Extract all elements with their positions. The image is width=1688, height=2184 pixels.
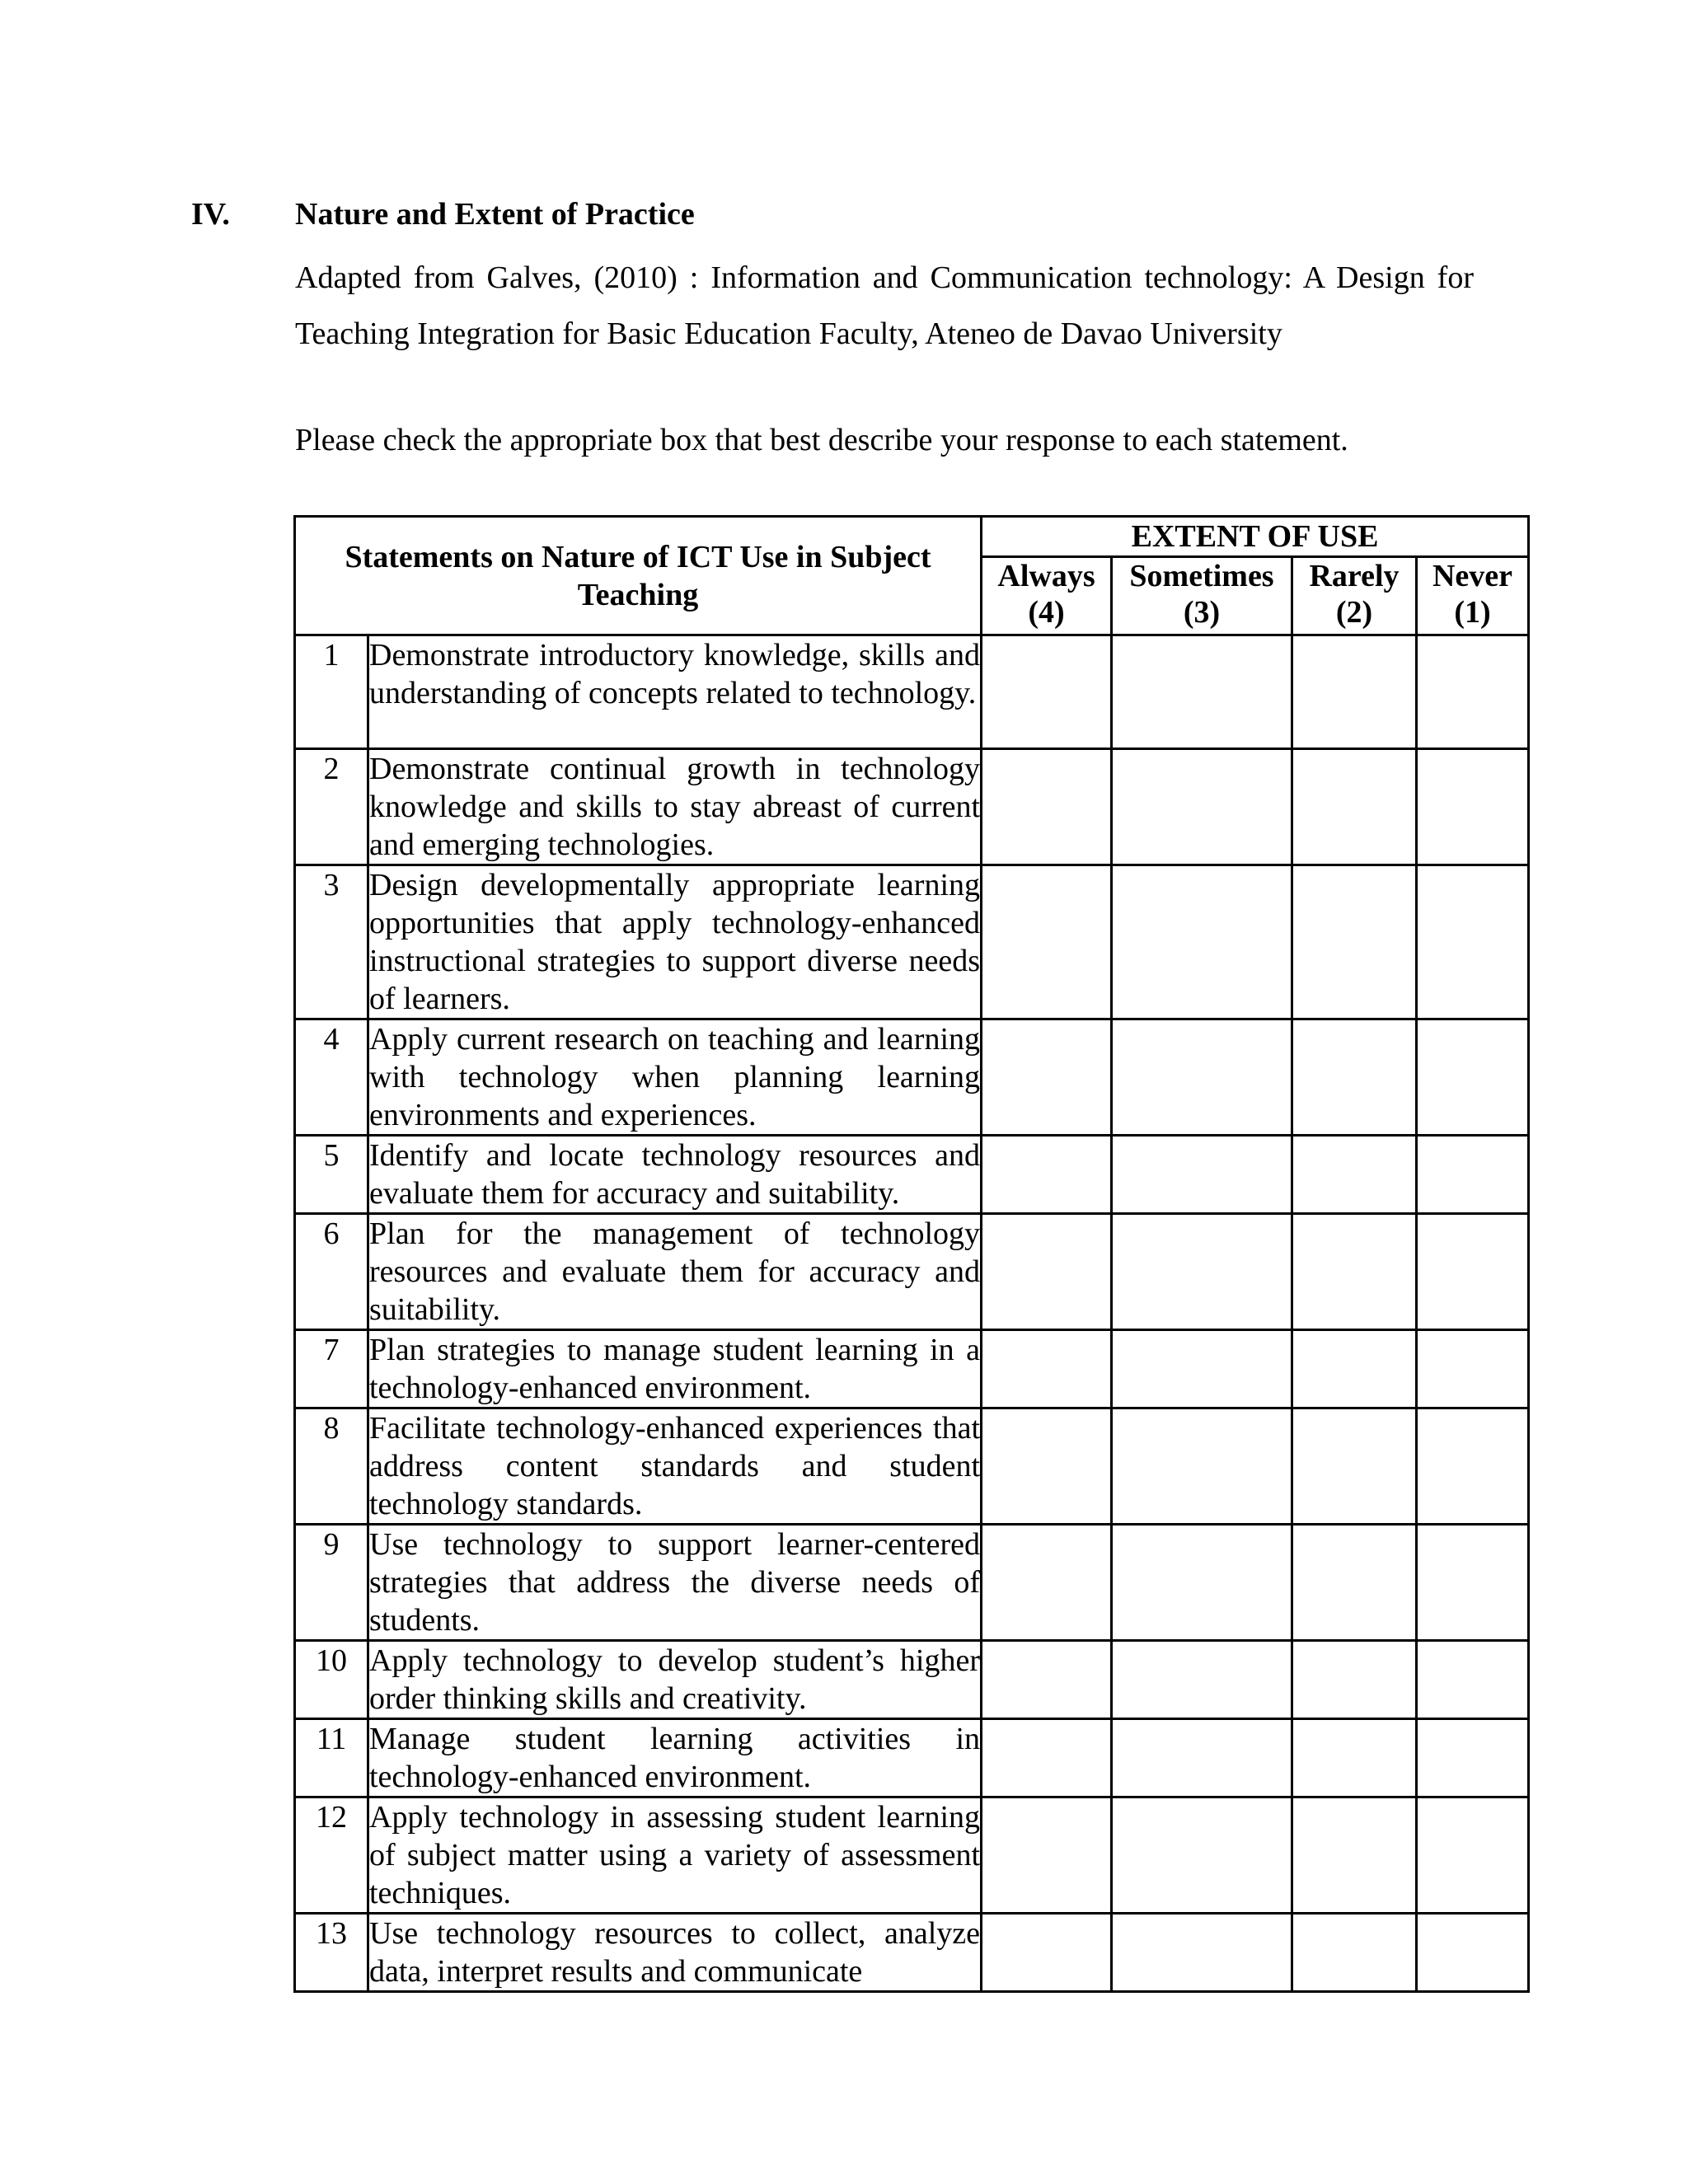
source-citation: Adapted from Galves, (2010) : Information and Communication technology: A Design for Teaching Integration for Basic Education Faculty, Ateneo de Davao University [295,260,1474,351]
scale-value: (2) [1335,595,1373,630]
row-number: 3 [295,865,368,1019]
checkbox-always[interactable] [982,635,1112,749]
checkbox-always[interactable] [982,1525,1112,1641]
scale-label: Sometimes [1129,559,1274,593]
statement-text: Identify and locate technology resources and evaluate them for accuracy and suitability. [368,1136,982,1214]
header-row [295,517,1529,557]
scale-header-sometimes [1112,557,1292,635]
table-row [295,865,1529,1019]
table-row [295,1330,1529,1408]
statement-text: Demonstrate continual growth in technology knowledge and skills to stay abreast of current and emerging technologies. [368,749,982,865]
table-row [295,1019,1529,1136]
instruction-text: Please check the appropriate box that best describe your response to each statement. [295,423,1348,457]
table-row [295,1797,1529,1914]
row-number: 6 [295,1214,368,1330]
checkbox-always[interactable] [982,1641,1112,1719]
checkbox-sometimes[interactable] [1112,1797,1292,1914]
checkbox-never[interactable] [1417,1136,1529,1214]
statement-text: Apply technology to develop student’s higher order thinking skills and creativity. [368,1641,982,1719]
scale-value: (1) [1454,595,1491,630]
checkbox-never[interactable] [1417,1525,1529,1641]
checkbox-always[interactable] [982,749,1112,865]
row-number: 11 [295,1719,368,1797]
checkbox-rarely[interactable] [1292,1914,1417,1992]
checkbox-rarely[interactable] [1292,1797,1417,1914]
row-number: 4 [295,1019,368,1136]
checkbox-sometimes[interactable] [1112,1330,1292,1408]
statement-text: Plan for the management of technology resources and evaluate them for accuracy and suitability. [368,1214,982,1330]
checkbox-never[interactable] [1417,1330,1529,1408]
checkbox-rarely[interactable] [1292,1330,1417,1408]
row-number: 8 [295,1408,368,1525]
extent-of-use-header: EXTENT OF USE [982,517,1529,557]
checkbox-rarely[interactable] [1292,1019,1417,1136]
checkbox-sometimes[interactable] [1112,1408,1292,1525]
checkbox-sometimes[interactable] [1112,1214,1292,1330]
checkbox-never[interactable] [1417,1914,1529,1992]
statement-text: Apply technology in assessing student learning of subject matter using a variety of assessment techniques. [368,1797,982,1914]
checkbox-rarely[interactable] [1292,1525,1417,1641]
checkbox-never[interactable] [1417,865,1529,1019]
row-number: 7 [295,1330,368,1408]
checkbox-always[interactable] [982,1214,1112,1330]
extent-of-use-table [293,515,1530,1993]
table-row [295,1214,1529,1330]
statement-text: Facilitate technology-enhanced experiences that address content standards and student technology standards. [368,1408,982,1525]
table-row [295,749,1529,865]
row-number: 12 [295,1797,368,1914]
scale-value: (4) [1028,595,1065,630]
section-title: Nature and Extent of Practice [295,197,695,232]
row-number: 9 [295,1525,368,1641]
checkbox-never[interactable] [1417,1641,1529,1719]
table-row [295,1719,1529,1797]
table-row [295,635,1529,749]
row-number: 1 [295,635,368,749]
checkbox-rarely[interactable] [1292,1719,1417,1797]
table-row [295,1136,1529,1214]
checkbox-never[interactable] [1417,1797,1529,1914]
scale-header-always [982,557,1112,635]
checkbox-always[interactable] [982,1914,1112,1992]
checkbox-never[interactable] [1417,749,1529,865]
checkbox-always[interactable] [982,1330,1112,1408]
row-number: 2 [295,749,368,865]
row-number: 10 [295,1641,368,1719]
checkbox-rarely[interactable] [1292,1641,1417,1719]
checkbox-sometimes[interactable] [1112,1525,1292,1641]
checkbox-sometimes[interactable] [1112,865,1292,1019]
table-row [295,1408,1529,1525]
statement-text: Demonstrate introductory knowledge, skills and understanding of concepts related to technology. [368,635,982,749]
statement-text: Use technology to support learner-centered strategies that address the diverse needs of students. [368,1525,982,1641]
checkbox-sometimes[interactable] [1112,1914,1292,1992]
statement-text: Use technology resources to collect, analyze data, interpret results and communicate [368,1914,982,1992]
checkbox-sometimes[interactable] [1112,1136,1292,1214]
checkbox-never[interactable] [1417,1719,1529,1797]
scale-label: Rarely [1309,559,1400,593]
table-row [295,1641,1529,1719]
checkbox-rarely[interactable] [1292,865,1417,1019]
table-row [295,1525,1529,1641]
row-number: 5 [295,1136,368,1214]
checkbox-sometimes[interactable] [1112,635,1292,749]
statement-text: Plan strategies to manage student learning in a technology-enhanced environment. [368,1330,982,1408]
checkbox-never[interactable] [1417,1214,1529,1330]
scale-label: Never [1432,559,1513,593]
checkbox-always[interactable] [982,1719,1112,1797]
checkbox-rarely[interactable] [1292,749,1417,865]
statement-text: Manage student learning activities in technology-enhanced environment. [368,1719,982,1797]
checkbox-always[interactable] [982,1797,1112,1914]
checkbox-always[interactable] [982,1136,1112,1214]
statement-text: Design developmentally appropriate learning opportunities that apply technology-enhanced instructional strategies to support diverse needs of learners. [368,865,982,1019]
statement-column-header: Statements on Nature of ICT Use in Subject Teaching [295,517,982,635]
checkbox-always[interactable] [982,1408,1112,1525]
scale-value: (3) [1183,595,1221,630]
checkbox-rarely[interactable] [1292,1408,1417,1525]
checkbox-rarely[interactable] [1292,1136,1417,1214]
scale-header-never [1417,557,1529,635]
scale-header-rarely [1292,557,1417,635]
row-number: 13 [295,1914,368,1992]
scale-label: Always [997,559,1095,593]
statement-text: Apply current research on teaching and learning with technology when planning learning environments and experiences. [368,1019,982,1136]
table-row [295,1914,1529,1992]
checkbox-sometimes[interactable] [1112,1719,1292,1797]
checkbox-sometimes[interactable] [1112,1019,1292,1136]
checkbox-never[interactable] [1417,635,1529,749]
checkbox-never[interactable] [1417,1019,1529,1136]
checkbox-always[interactable] [982,1019,1112,1136]
checkbox-rarely[interactable] [1292,1214,1417,1330]
checkbox-rarely[interactable] [1292,635,1417,749]
checkbox-always[interactable] [982,865,1112,1019]
section-number: IV. [191,197,230,232]
checkbox-sometimes[interactable] [1112,1641,1292,1719]
checkbox-sometimes[interactable] [1112,749,1292,865]
checkbox-never[interactable] [1417,1408,1529,1525]
